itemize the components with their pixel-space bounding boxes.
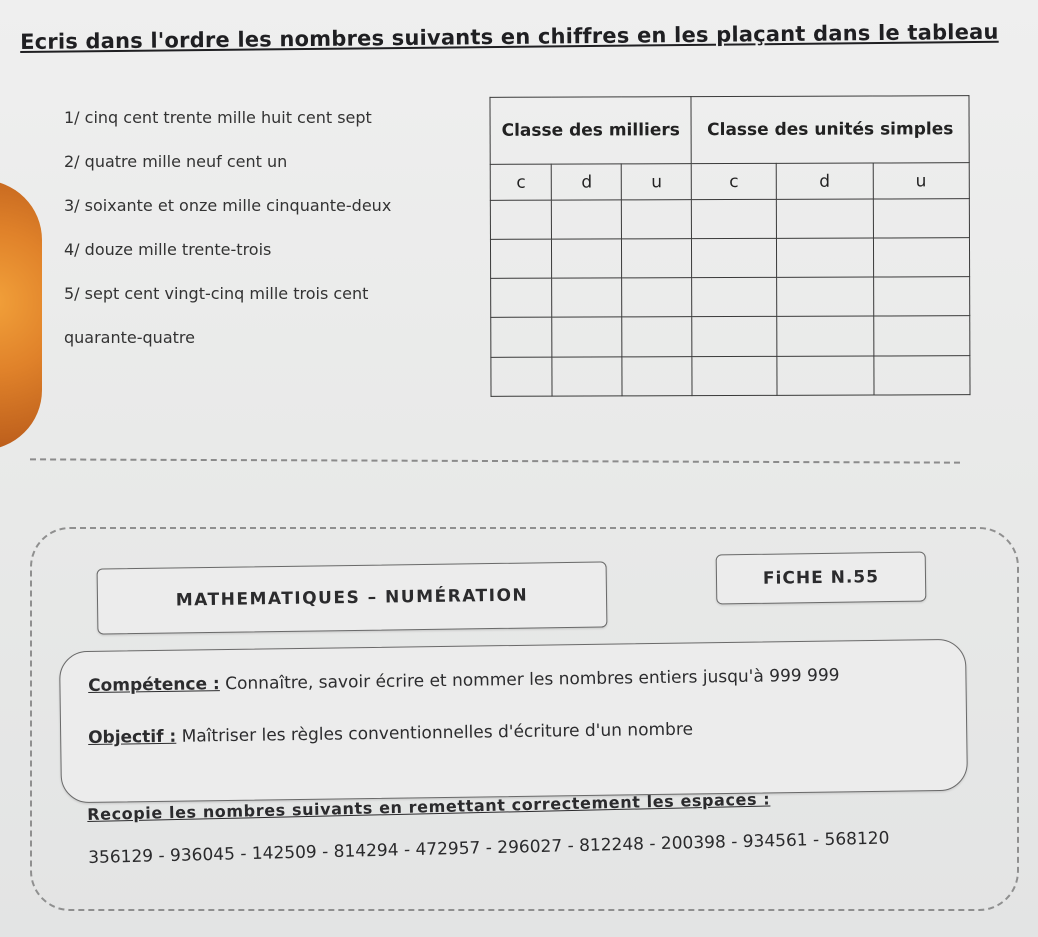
list-item: 5/ sept cent vingt-cinq mille trois cent	[64, 284, 369, 303]
column-header-tens: d	[552, 164, 622, 199]
table-cell	[552, 317, 622, 357]
table-cell	[777, 277, 874, 317]
worksheet-title-box	[97, 561, 608, 634]
list-item: 3/ soixante et onze mille cinquante-deux	[64, 196, 392, 215]
column-header-hundreds: c	[692, 164, 777, 200]
table-cell	[777, 316, 874, 356]
header-class-thousands: Classe des milliers	[490, 97, 692, 165]
table-cell	[552, 278, 622, 318]
table-cell	[692, 356, 777, 396]
column-header-hundreds: c	[490, 165, 552, 200]
table-cell	[552, 239, 622, 279]
recopie-instruction: Recopie les nombres suivants en remettant correctement les espaces :	[87, 789, 771, 824]
table-row	[490, 238, 969, 279]
table-cell	[622, 239, 692, 279]
table-cell	[491, 318, 553, 357]
table-row	[491, 355, 970, 396]
table-cell	[490, 239, 552, 278]
column-header-units: u	[873, 163, 970, 199]
table-cell	[490, 200, 552, 239]
fiche-number: FiCHE N.55	[762, 567, 880, 589]
answer-rows	[490, 198, 970, 396]
table-cell	[491, 278, 553, 317]
table-cell	[776, 199, 873, 239]
table-row	[490, 198, 969, 239]
table-cell	[777, 238, 874, 278]
table-cell	[622, 317, 692, 357]
table-cell	[622, 356, 692, 396]
worksheet-title: MATHEMATIQUES – NUMÉRATION	[175, 585, 529, 611]
table-cell	[692, 238, 777, 278]
table-cell	[622, 199, 692, 239]
table-cell	[873, 277, 970, 317]
table-cell	[777, 356, 874, 396]
list-item: 1/ cinq cent trente mille huit cent sept	[64, 108, 372, 127]
fiche-number-box	[716, 552, 927, 605]
competence-label: Compétence :	[88, 674, 220, 696]
table-row	[491, 316, 970, 357]
exercise-instruction: Ecris dans l'ordre les nombres suivants en chiffres en les plaçant dans le tableau	[20, 19, 999, 54]
competence-box	[59, 639, 968, 804]
table-row	[491, 277, 970, 318]
table-cell	[873, 316, 970, 356]
list-item: 2/ quatre mille neuf cent un	[64, 152, 288, 171]
list-item: quarante-quatre	[64, 328, 195, 347]
table-cell	[692, 278, 777, 318]
objectif-text: Maîtriser les règles conventionnelles d'écriture d'un nombre	[176, 719, 694, 747]
table-cell	[873, 238, 970, 278]
table-cell	[622, 278, 692, 318]
place-value-table	[489, 95, 970, 397]
table-cell	[873, 198, 970, 238]
list-item: 4/ douze mille trente-trois	[64, 240, 272, 259]
table-cell	[692, 199, 777, 239]
table-cell	[552, 357, 622, 397]
competence-text: Connaître, savoir écrire et nommer les nombres entiers jusqu'à 999 999	[219, 665, 840, 695]
finger-holding-page	[0, 180, 42, 450]
table-cell	[873, 355, 970, 395]
table-cell	[491, 357, 553, 396]
numbers-to-copy: 356129 - 936045 - 142509 - 814294 - 472957 - 296027 - 812248 - 200398 - 934561 - 568120	[88, 828, 890, 868]
table-cell	[692, 317, 777, 357]
table-cell	[552, 200, 622, 240]
objectif-label: Objectif :	[88, 726, 177, 748]
header-class-units: Classe des unités simples	[691, 96, 969, 164]
column-header-units: u	[622, 164, 692, 199]
column-header-tens: d	[776, 163, 873, 199]
